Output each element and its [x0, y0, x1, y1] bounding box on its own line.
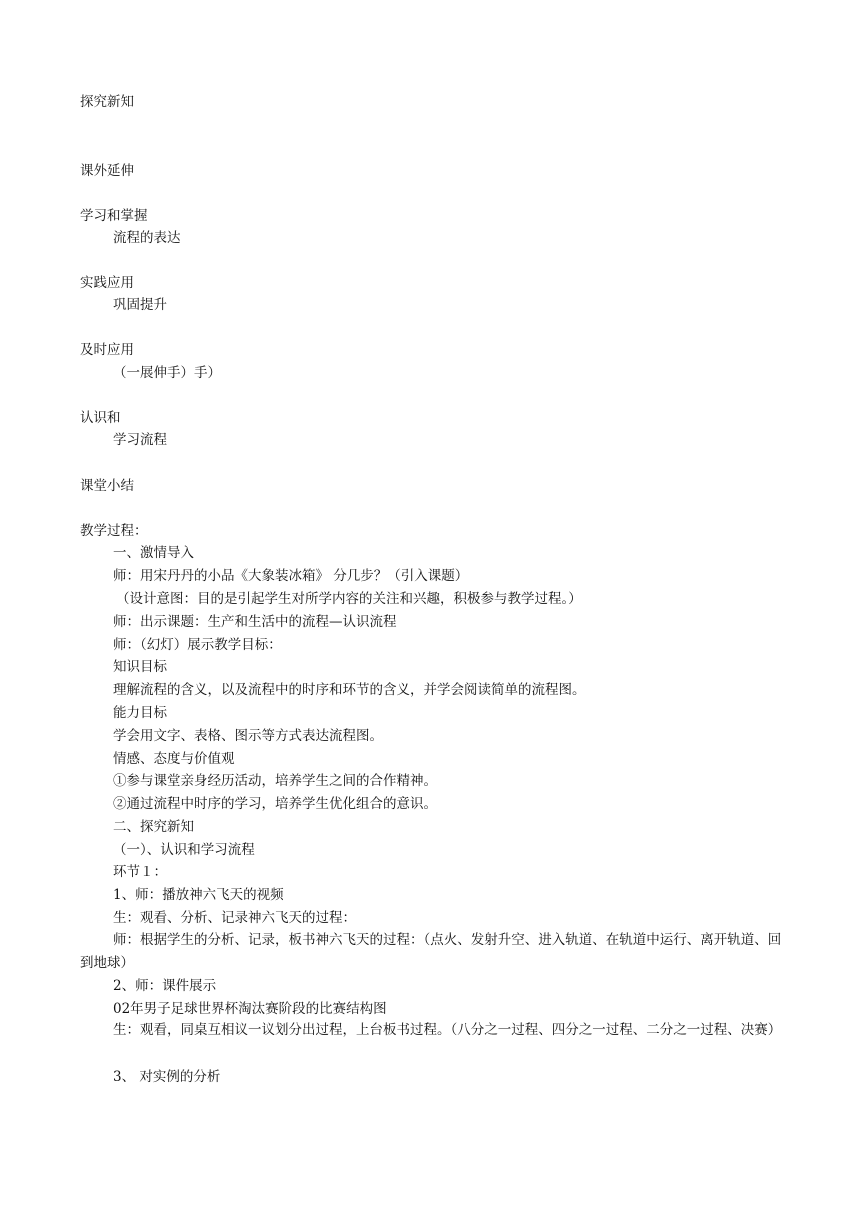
- process-line: 情感、态度与价值观: [113, 751, 235, 767]
- outline-apply-sub: （一展伸手）手）: [113, 365, 221, 381]
- outline-know-sub: 学习流程: [113, 432, 167, 448]
- process-paragraph-discuss: 生：观看，同桌互相议一议划分出过程，上台板书过程。（八分之一过程、四分之一过程、二分之一过程、决赛）: [113, 1022, 782, 1038]
- process-line: 师：出示课题：生产和生活中的流程—认识流程: [113, 614, 397, 630]
- process-line: 环节１：: [113, 864, 167, 880]
- outline-learn: 学习和掌握: [80, 208, 148, 224]
- outline-apply: 及时应用: [80, 342, 134, 358]
- process-line: 1、师：播放神六飞天的视频: [113, 887, 284, 903]
- process-heading: 教学过程：: [80, 523, 148, 539]
- process-line: 能力目标: [113, 705, 167, 721]
- process-line: 师：用宋丹丹的小品《大象装冰箱》 分几步？（引入课题）: [113, 568, 469, 584]
- outline-practice: 实践应用: [80, 275, 134, 291]
- process-line: 一、激情导入: [113, 545, 194, 561]
- process-line: （一）、认识和学习流程: [113, 842, 255, 858]
- outline-summary: 课堂小结: [80, 478, 134, 494]
- outline-know: 认识和: [80, 410, 121, 426]
- process-line: ②通过流程中时序的学习，培养学生优化组合的意识。: [113, 796, 437, 812]
- outline-extension: 课外延伸: [80, 163, 134, 179]
- process-line: （设计意图：目的是引起学生对所学内容的关注和兴趣，积极参与教学过程。）: [116, 591, 582, 607]
- outline-practice-sub: 巩固提升: [113, 297, 167, 313]
- process-paragraph-shenliu: 师：根据学生的分析、记录，板书神六飞天的过程：（点火、发射升空、进入轨道、在轨道中运行、离开轨道、回到地球）: [80, 932, 782, 971]
- process-line: 2、师：课件展示: [113, 978, 217, 994]
- process-line: 3、 对实例的分析: [113, 1069, 221, 1085]
- process-line: ①参与课堂亲身经历活动，培养学生之间的合作精神。: [113, 773, 437, 789]
- process-line: 知识目标: [113, 659, 167, 675]
- process-line: 师：（幻灯）展示教学目标：: [113, 637, 282, 653]
- outline-explore: 探究新知: [80, 94, 134, 110]
- process-line: 理解流程的含义，以及流程中的时序和环节的含义，并学会阅读简单的流程图。: [113, 682, 586, 698]
- process-line: 生：观看、分析、记录神六飞天的过程：: [113, 910, 356, 926]
- process-line: 学会用文字、表格、图示等方式表达流程图。: [113, 728, 383, 744]
- process-line: 02年男子足球世界杯淘汰赛阶段的比赛结构图: [113, 1001, 387, 1017]
- outline-learn-sub: 流程的表达: [113, 230, 181, 246]
- process-line: 二、探究新知: [113, 819, 194, 835]
